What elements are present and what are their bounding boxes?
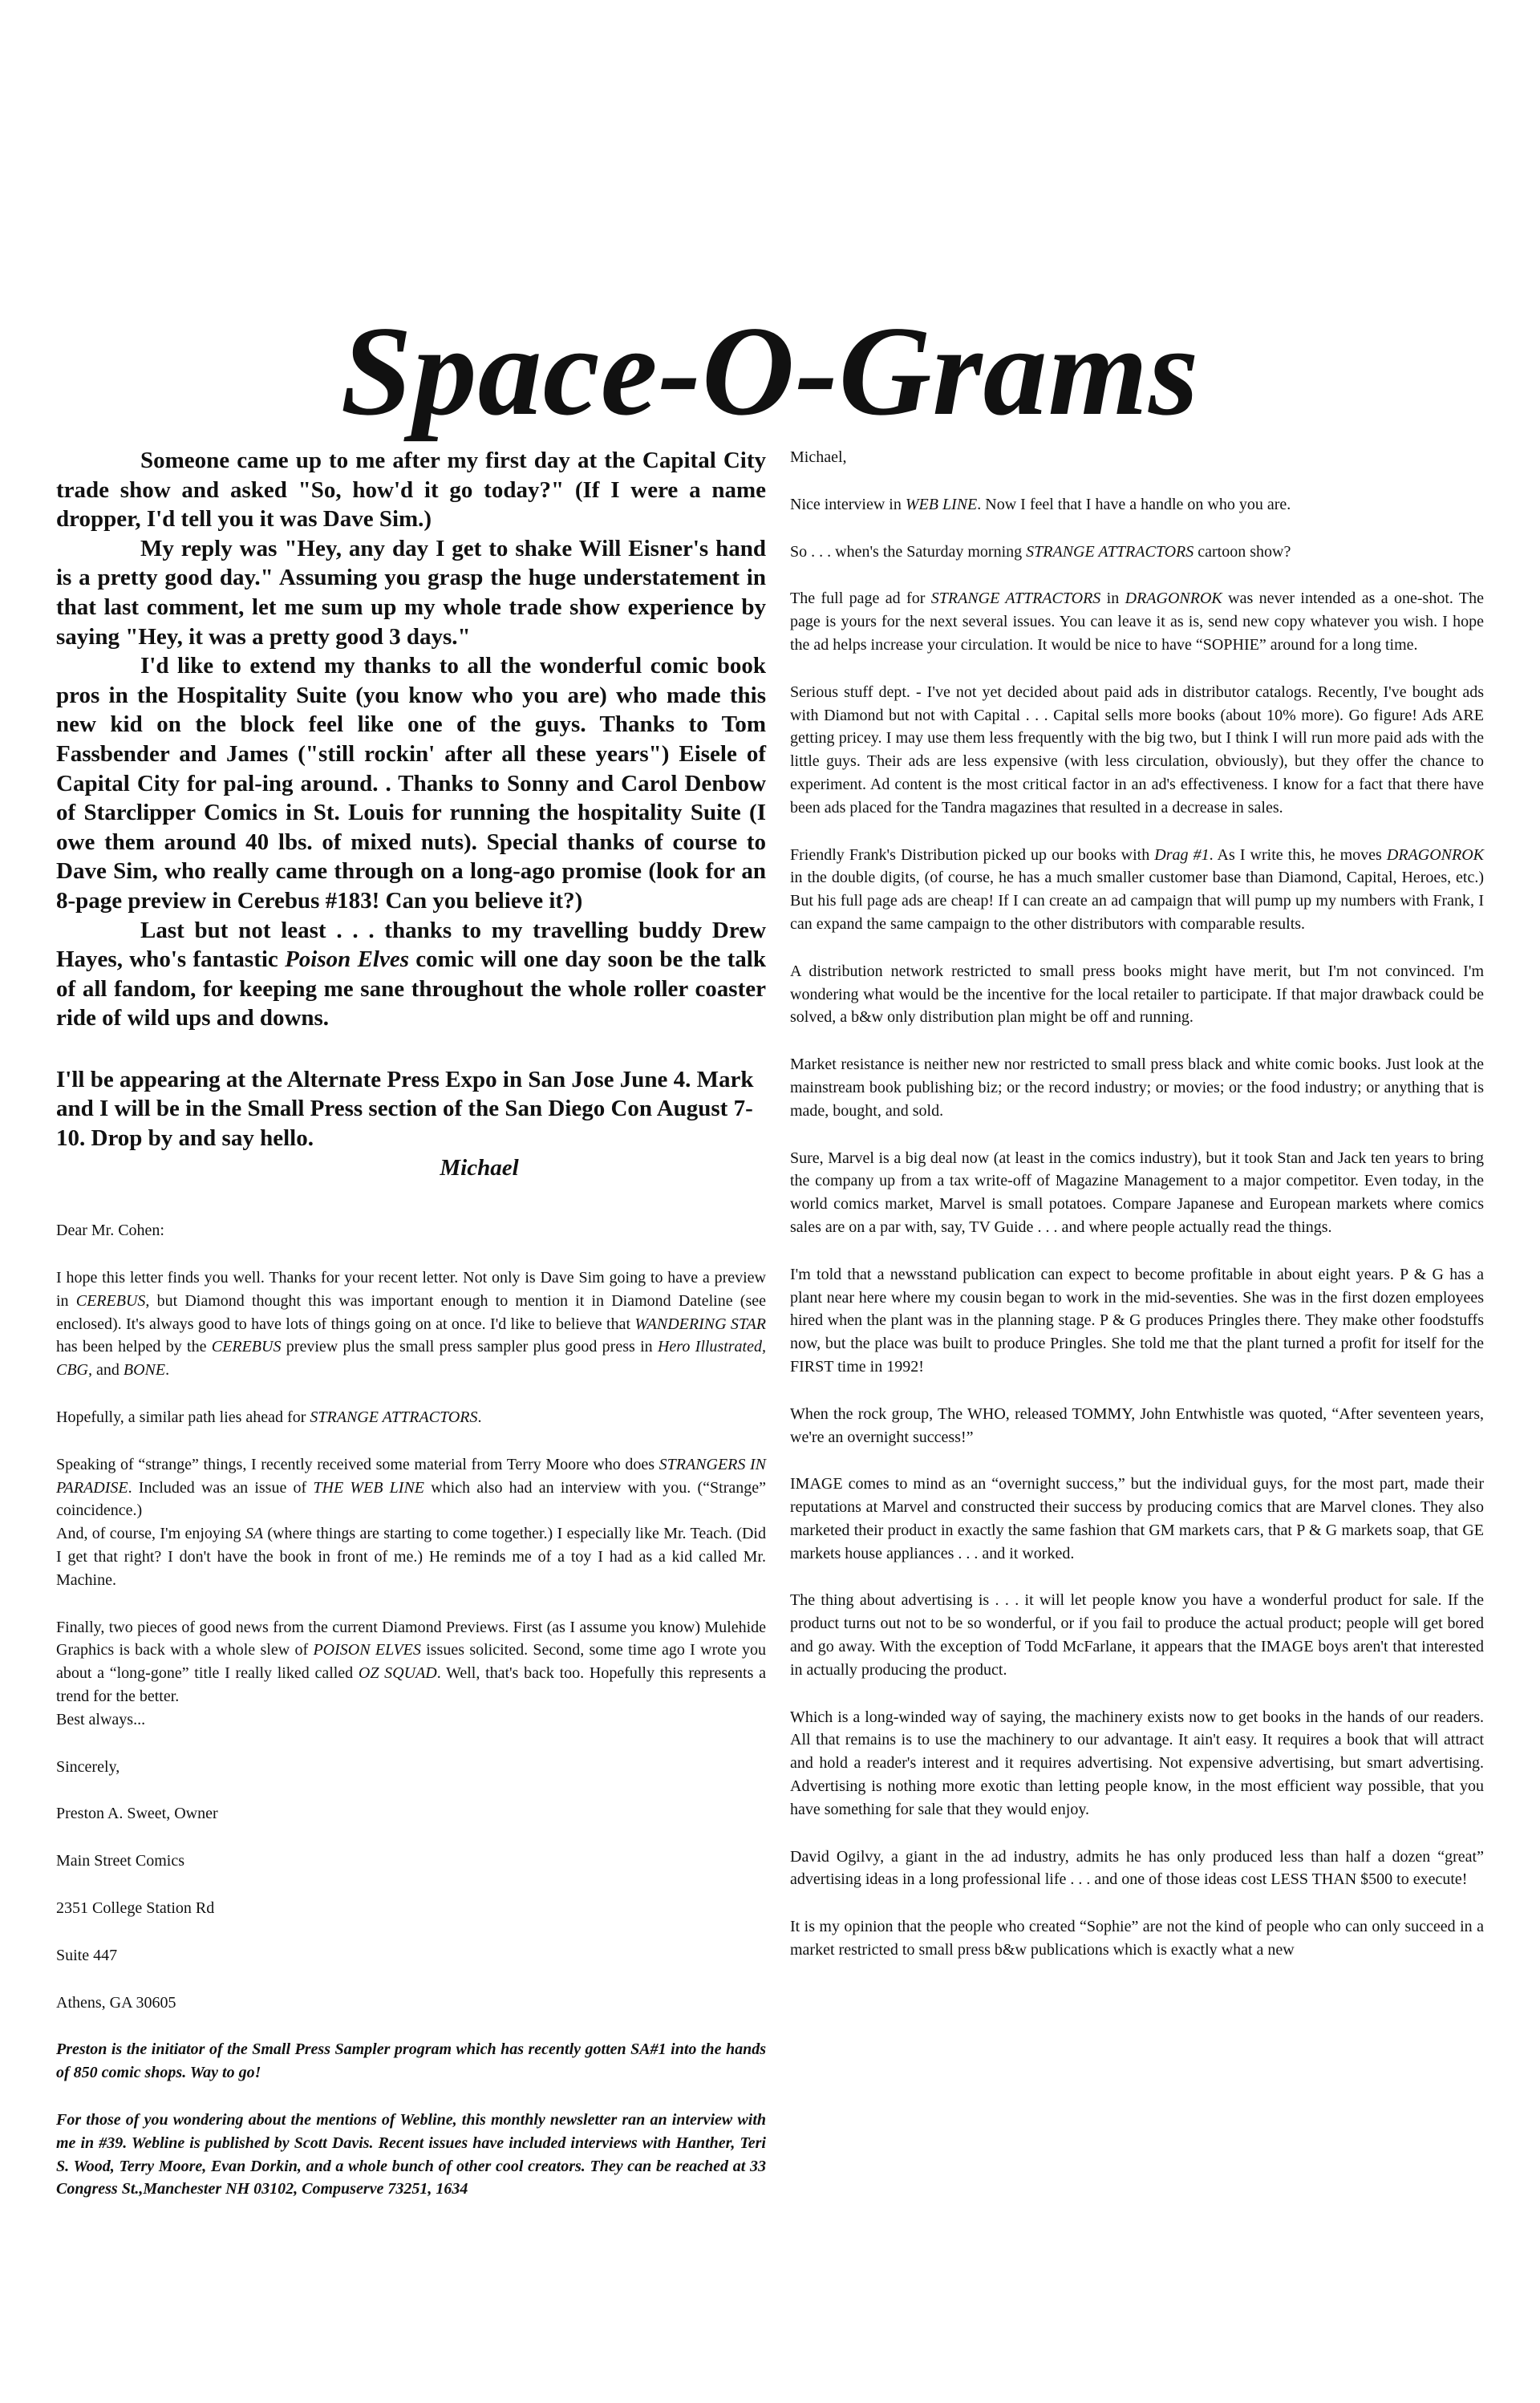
- reply-paragraph: Market resistance is neither new nor restricted to small press black and white comic books. Just look at the mainstream book publishing biz; or the record industry; or movies; or the food industry; or anything that is made, bought, and sold.: [790, 1056, 1484, 1120]
- reply-paragraph: I'm told that a newsstand publication can expect to become profitable in about eight years. P & G has a plant near here where my cousin began to work in the mid-seventies. She was in the first dozen employees hired when the plant was in the planning stage. P & G produces Pringles there. They make other foodstuffs now, but the place was built to produce Pringles. She told me that the plant turned a profit for itself for the FIRST time in 1992!: [790, 1265, 1484, 1376]
- reply-salutation: Michael,: [790, 448, 847, 466]
- left-column: [56, 446, 766, 2225]
- reply-paragraph: Friendly Frank's Distribution picked up our books with Drag #1. As I write this, he moves DRAGONROK in the double digits, (of course, he has a much smaller customer base than Diamond, Capital, Heroes, etc.) But his full page ads are cheap! If I can create an ad campaign that will pump up my numbers with Frank, I can expand the same campaign to the other distributors with comparable results.: [790, 845, 1484, 933]
- reply-paragraph: IMAGE comes to mind as an “overnight success,” but the individual guys, for the most part, made their reputations at Marvel and constructed their success by producing comics that are Marvel clones. They also marketed their product in exactly the same fashion that GM markets cars, that P & G markets soap, that GE markets house appliances . . . and it worked.: [790, 1475, 1484, 1562]
- letter-salutation: Dear Mr. Cohen:: [56, 1222, 164, 1240]
- reply-paragraph: So . . . when's the Saturday morning STRANGE ATTRACTORS cartoon show?: [790, 542, 1291, 561]
- editor-note: For those of you wondering about the mentions of Webline, this monthly newsletter ran an interview with me in #39. Webline is published by Scott Davis. Recent issues have included interviews with Hanther, Teri S. Wood, Terry Moore, Evan Dorkin, and a whole bunch of other cool creators. They can be reached at 33 Congress St.,Manchester NH 03102, Compuserve 73251, 1634: [56, 2110, 766, 2198]
- letter-paragraph: And, of course, I'm enjoying SA (where things are starting to come together.) I especially like Mr. Teach. (Did I get that right? I don't have the book in front of me.) He reminds me of a toy I had as a kid called Mr. Machine.: [56, 1525, 766, 1589]
- letter-paragraph: Hopefully, a similar path lies ahead for STRANGE ATTRACTORS.: [56, 1408, 482, 1427]
- closing-line: Best always...: [56, 1710, 146, 1728]
- reply-paragraph: Serious stuff dept. - I've not yet decided about paid ads in distributor catalogs. Recently, I've bought ads with Diamond but not with Capital . . . Capital sells more books (about 10% more). Go figure! Ads ARE getting pricey. I may use them less frequently with the big two, but I think I will run more paid ads with the little guys. Their ads are less expensive (with less circulation, obviously), but they offer the chance to experiment. Ad content is the most critical factor in an ad's effectiveness. I know for a fact that there have been ads placed for the Tandra magazines that resulted in a decrease in sales.: [790, 683, 1484, 817]
- closing-line: Athens, GA 30605: [56, 1993, 176, 2012]
- reader-letter: [56, 1219, 766, 2201]
- reply-paragraph: A distribution network restricted to small press books might have merit, but I'm not convinced. I'm wondering what would be the incentive for the local retailer to participate. If that major drawback could be solved, a b&w only distribution plan might be off and running.: [790, 962, 1484, 1027]
- convention-announcement: I'll be appearing at the Alternate Press Expo in San Jose June 4. Mark and I will be in the Small Press section of the San Diego Con August 7-10. Drop by and say hello.: [56, 1066, 754, 1152]
- closing-line: Main Street Comics: [56, 1852, 184, 1870]
- reply-paragraph: The thing about advertising is . . . it will let people know you have a wonderful product for sale. If the product turns out not to be so wonderful, or if you fail to produce the actual product; people will get bored and go away. With the exception of Todd McFarlane, it appears that the IMAGE boys aren't that interested in actually producing the product.: [790, 1591, 1484, 1679]
- closing-line: Preston A. Sweet, Owner: [56, 1805, 218, 1823]
- right-column: [790, 446, 1484, 1962]
- reply-paragraph: When the rock group, The WHO, released TOMMY, John Entwhistle was quoted, “After seventeen years, we're an overnight success!”: [790, 1404, 1484, 1446]
- intro-paragraph: I'd like to extend my thanks to all the wonderful comic book pros in the Hospitality Suite (you know who you are) who made this new kid on the block feel like one of the guys. Thanks to Tom Fassbender and James ("still rockin' after all these years") Eisele of Capital City for pal-ing around. . Thanks to Sonny and Carol Denbow of Starclipper Comics in St. Louis for running the hospitality Suite (I owe them around 40 lbs. of mixed nuts). Special thanks of course to Dave Sim, who really came through on a long-ago promise (look for an 8-page preview in Cerebus #183! Can you believe it?): [56, 653, 766, 914]
- closing-line: 2351 College Station Rd: [56, 1898, 215, 1917]
- intro-paragraph: My reply was "Hey, any day I get to shake Will Eisner's hand is a pretty good day." Assuming you grasp the huge understatement in that last comment, let me sum up my whole trade show experience by saying "Hey, it was a pretty good 3 days.": [56, 535, 766, 650]
- intro-paragraph: Someone came up to me after my first day at the Capital City trade show and asked "So, how'd it go today?" (If I were a name dropper, I'd tell you it was Dave Sim.): [56, 448, 766, 533]
- intro-paragraph: Last but not least . . . thanks to my travelling buddy Drew Hayes, who's fantastic Poison Elves comic will one day soon be the talk of all fandom, for keeping me sane throughout the whole roller coaster ride of wild ups and downs.: [56, 917, 766, 1031]
- page-title: Space-O-Grams: [340, 299, 1200, 442]
- reply-paragraph: David Ogilvy, a giant in the ad industry, admits he has only produced less than half a dozen “great” advertising ideas in a long professional life . . . and one of those ideas cost LESS THAN $500 to execute!: [790, 1847, 1484, 1889]
- letter-closing: [56, 1708, 766, 2015]
- reply-paragraph: Which is a long-winded way of saying, the machinery exists now to get books in the hands of our readers. All that remains is to use the machinery to our advantage. It ain't easy. It requires a book that will attract and hold a reader's interest and it requires advertising. Not expensive advertising, but smart advertising. Advertising is nothing more exotic than letting people know, in the most efficient way possible, that you have something for sale that they would enjoy.: [790, 1708, 1484, 1818]
- reply-paragraph: It is my opinion that the people who created “Sophie” are not the kind of people who can only succeed in a market restricted to small press b&w publications which is exactly what a new: [790, 1918, 1484, 1959]
- editor-intro: [56, 446, 766, 1033]
- editor-note: Preston is the initiator of the Small Press Sampler program which has recently gotten SA#1 into the hands of 850 comic shops. Way to go!: [56, 2040, 766, 2082]
- letter-paragraph: I hope this letter finds you well. Thanks for your recent letter. Not only is Dave Sim going to have a preview in CEREBUS, but Diamond thought this was important enough to mention it in Diamond Dateline (see enclosed). It's always good to have lots of things going on at once. I'd like to believe that WANDERING STAR has been helped by the CEREBUS preview plus the small press sampler plus good press in Hero Illustrated, CBG, and BONE.: [56, 1269, 767, 1380]
- closing-line: Suite 447: [56, 1946, 118, 1964]
- letter-paragraph: Speaking of “strange” things, I recently received some material from Terry Moore who does STRANGERS IN PARADISE. Included was an issue of THE WEB LINE which also had an interview with you. (“Strange” coincidence.): [56, 1455, 766, 1520]
- reply-paragraph: Nice interview in WEB LINE. Now I feel that I have a handle on who you are.: [790, 495, 1291, 513]
- reply-paragraph: Sure, Marvel is a big deal now (at least in the comics industry), but it took Stan and Jack ten years to bring the company up from a tax write-off of Magazine Management to a major competitor. Even today, in the world comics market, Marvel is small potatoes. Compare Japanese and European markets where comics sales are on a par with, say, TV Guide . . . and where people actually read the things.: [790, 1149, 1484, 1236]
- letter-paragraph: Finally, two pieces of good news from the current Diamond Previews. First (as I assume you know) Mulehide Graphics is back with a whole slew of POISON ELVES issues solicited. Second, some time ago I wrote you about a “long-gone” title I really liked called OZ SQUAD. Well, that's back too. Hopefully this represents a trend for the better.: [56, 1618, 767, 1705]
- closing-line: Sincerely,: [56, 1757, 120, 1776]
- reply-letter: [790, 446, 1484, 1962]
- editor-signature: Michael: [440, 1154, 519, 1181]
- reply-paragraph: The full page ad for STRANGE ATTRACTORS in DRAGONROK was never intended as a one-shot. The page is yours for the next several issues. You can leave it as is, send new copy whatever you wish. I hope the ad helps increase your circulation. It would be nice to have “SOPHIE” around for a long time.: [790, 590, 1485, 654]
